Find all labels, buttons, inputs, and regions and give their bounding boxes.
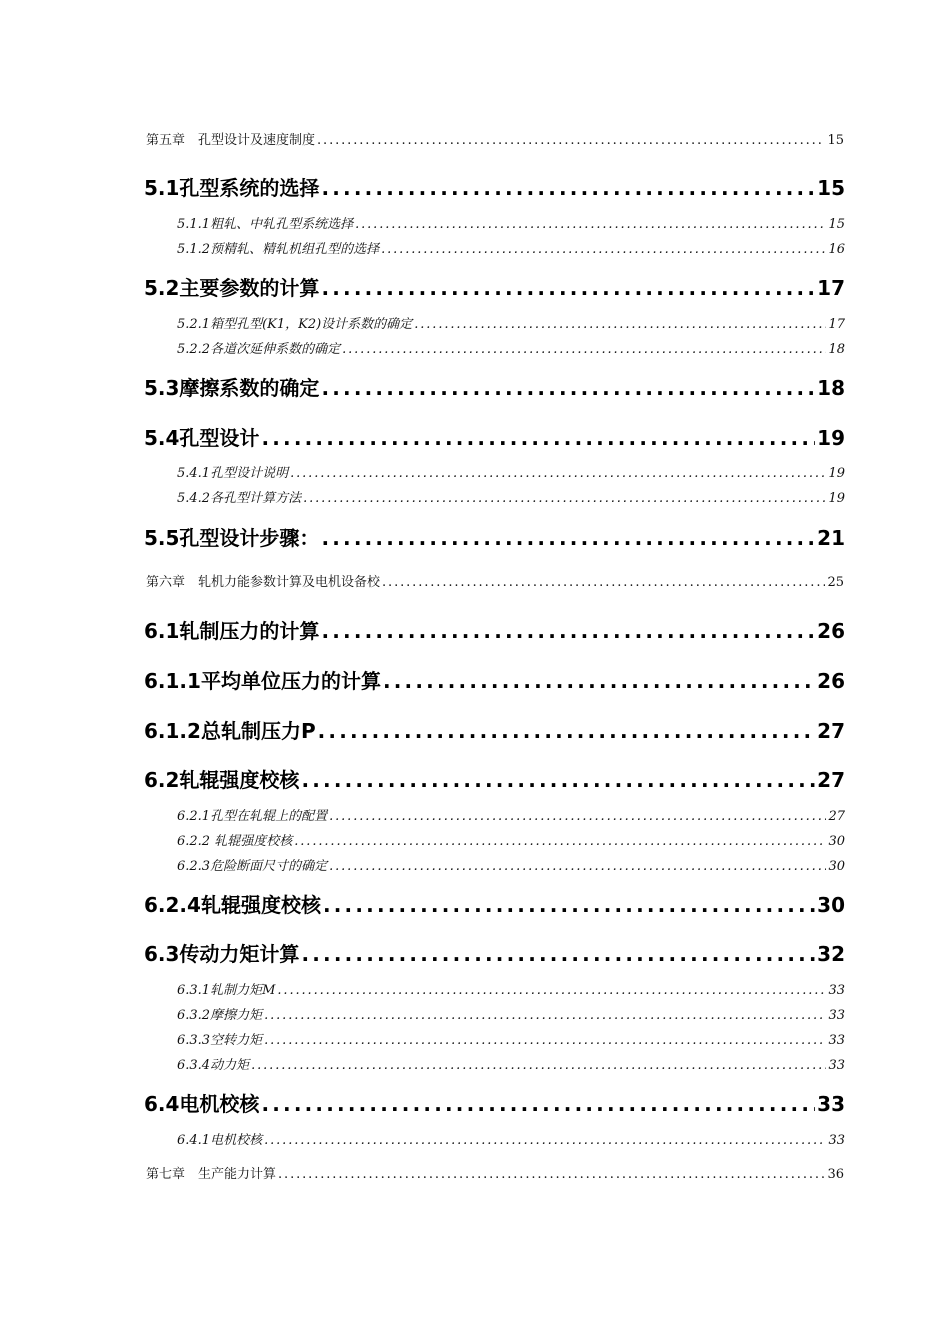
toc-entry-page: 30: [828, 834, 845, 849]
toc-entry-title: 6.4电机校核: [144, 1092, 260, 1116]
toc-entry-section[interactable]: [144, 172, 845, 201]
toc-leader-dots: [261, 1092, 815, 1116]
toc-entry-page: 30: [817, 893, 845, 917]
toc-entry-page: 33: [828, 1008, 845, 1023]
toc-entry-page: 30: [828, 859, 845, 874]
toc-entry-title: 6.2.2 轧辊强度校核: [177, 834, 293, 849]
toc-entry-title: 5.1孔型系统的选择: [144, 176, 320, 200]
toc-entry-page: 26: [817, 619, 845, 643]
toc-entry-page: 25: [827, 575, 844, 590]
toc-leader-dots: [323, 893, 815, 917]
toc-entry-page: 33: [828, 1133, 845, 1148]
toc-entry-subsection[interactable]: [177, 855, 845, 874]
toc-entry-page: 17: [828, 317, 845, 332]
toc-leader-dots: [303, 491, 826, 506]
toc-entry-title: 5.5孔型设计步骤：: [144, 526, 320, 550]
toc-leader-dots: [264, 1033, 826, 1048]
toc-entry-subsection[interactable]: [177, 830, 845, 849]
toc-entry-title: 5.2.1箱型孔型(K1，K2)设计系数的确定: [177, 317, 413, 332]
toc-leader-dots: [301, 768, 815, 792]
toc-leader-dots: [277, 983, 826, 998]
toc-entry-subsection[interactable]: [177, 462, 845, 481]
toc-entry-subsection[interactable]: [177, 213, 845, 232]
toc-entry-page: 27: [817, 719, 845, 743]
toc-entry-page: 33: [828, 1033, 845, 1048]
toc-entry-title: 6.2轧辊强度校核: [144, 768, 300, 792]
toc-entry-page: 33: [828, 983, 845, 998]
toc-entry-title: 第七章 生产能力计算: [146, 1167, 277, 1182]
toc-entry-subsection[interactable]: [177, 805, 845, 824]
toc-entry-title: 6.3.1轧制力矩M: [177, 983, 276, 998]
toc-leader-dots: [290, 466, 826, 481]
toc-entry-page: 19: [828, 491, 845, 506]
toc-entry-title: 5.4.2各孔型计算方法: [177, 491, 302, 506]
toc-entry-page: 33: [828, 1058, 845, 1073]
toc-entry-page: 33: [817, 1092, 845, 1116]
toc-leader-dots: [317, 133, 825, 148]
toc-entry-page: 27: [817, 768, 845, 792]
toc-entry-subsection[interactable]: [177, 1129, 845, 1148]
toc-entry-chapter[interactable]: [146, 1163, 844, 1182]
toc-entry-subsection[interactable]: [177, 1004, 845, 1023]
toc-entry-title: 5.1.1粗轧、中轧孔型系统选择: [177, 217, 354, 232]
toc-entry-page: 19: [828, 466, 845, 481]
toc-leader-dots: [321, 276, 815, 300]
toc-entry-title: 第六章 轧机力能参数计算及电机设备校: [146, 575, 381, 590]
toc-entry-title: 6.1.2总轧制压力P: [144, 719, 316, 743]
toc-entry-page: 17: [817, 276, 845, 300]
toc-entry-section[interactable]: [144, 272, 845, 301]
toc-entry-subsection[interactable]: [177, 1029, 845, 1048]
toc-leader-dots: [301, 942, 815, 966]
toc-entry-title: 6.3.3空转力矩: [177, 1033, 263, 1048]
toc-entry-section[interactable]: [144, 522, 845, 551]
toc-leader-dots: [278, 1167, 825, 1182]
toc-entry-title: 6.1.1平均单位压力的计算: [144, 669, 381, 693]
toc-leader-dots: [342, 342, 826, 357]
toc-leader-dots: [251, 1058, 826, 1073]
toc-entry-title: 第五章 孔型设计及速度制度: [146, 133, 316, 148]
toc-entry-page: 15: [817, 176, 845, 200]
toc-entry-title: 6.3.4动力矩: [177, 1058, 250, 1073]
toc-entry-title: 6.3传动力矩计算: [144, 942, 300, 966]
toc-entry-title: 6.1轧制压力的计算: [144, 619, 320, 643]
toc-leader-dots: [321, 526, 815, 550]
toc-leader-dots: [414, 317, 826, 332]
toc-entry-page: 15: [828, 217, 845, 232]
toc-entry-section[interactable]: [144, 665, 845, 694]
toc-leader-dots: [321, 176, 815, 200]
toc-leader-dots: [383, 669, 815, 693]
toc-entry-section[interactable]: [144, 764, 845, 793]
toc-leader-dots: [294, 834, 826, 849]
toc-leader-dots: [329, 809, 826, 824]
toc-entry-subsection[interactable]: [177, 238, 845, 257]
toc-entry-page: 27: [828, 809, 845, 824]
toc-entry-page: 16: [828, 242, 845, 257]
toc-leader-dots: [318, 719, 816, 743]
toc-entry-section[interactable]: [144, 938, 845, 967]
toc-entry-subsection[interactable]: [177, 338, 845, 357]
toc-leader-dots: [264, 1008, 826, 1023]
toc-entry-section[interactable]: [144, 715, 845, 744]
toc-entry-section[interactable]: [144, 889, 845, 918]
toc-entry-page: 26: [817, 669, 845, 693]
toc-entry-page: 36: [827, 1167, 844, 1182]
toc-entry-title: 5.1.2预精轧、精轧机组孔型的选择: [177, 242, 380, 257]
toc-entry-subsection[interactable]: [177, 313, 845, 332]
toc-entry-section[interactable]: [144, 372, 845, 401]
toc-entry-section[interactable]: [144, 615, 845, 644]
toc-entry-subsection[interactable]: [177, 979, 845, 998]
toc-leader-dots: [321, 376, 815, 400]
toc-entry-title: 5.2主要参数的计算: [144, 276, 320, 300]
toc-leader-dots: [321, 619, 815, 643]
toc-entry-page: 21: [817, 526, 845, 550]
toc-entry-title: 6.2.4轧辊强度校核: [144, 893, 321, 917]
toc-entry-page: 19: [817, 426, 845, 450]
toc-entry-title: 6.2.3危险断面尺寸的确定: [177, 859, 328, 874]
toc-leader-dots: [382, 575, 825, 590]
toc-leader-dots: [261, 426, 815, 450]
toc-entry-title: 6.2.1孔型在轧辊上的配置: [177, 809, 328, 824]
toc-entry-title: 5.2.2各道次延伸系数的确定: [177, 342, 341, 357]
toc-entry-section[interactable]: [144, 1088, 845, 1117]
toc-leader-dots: [264, 1133, 826, 1148]
toc-entry-subsection[interactable]: [177, 487, 845, 506]
toc-entry-page: 18: [817, 376, 845, 400]
toc-entry-title: 5.4孔型设计: [144, 426, 260, 450]
toc-leader-dots: [329, 859, 826, 874]
toc-entry-title: 6.3.2摩擦力矩: [177, 1008, 263, 1023]
toc-entry-title: 6.4.1电机校核: [177, 1133, 263, 1148]
toc-leader-dots: [355, 217, 826, 232]
toc-entry-subsection[interactable]: [177, 1054, 845, 1073]
toc-entry-chapter[interactable]: [146, 571, 844, 590]
toc-entry-page: 15: [827, 133, 844, 148]
toc-entry-page: 18: [828, 342, 845, 357]
toc-leader-dots: [381, 242, 826, 257]
toc-entry-chapter[interactable]: [146, 129, 844, 148]
toc-entry-title: 5.3摩擦系数的确定: [144, 376, 320, 400]
toc-entry-title: 5.4.1孔型设计说明: [177, 466, 289, 481]
toc-entry-page: 32: [817, 942, 845, 966]
toc-entry-section[interactable]: [144, 422, 845, 451]
